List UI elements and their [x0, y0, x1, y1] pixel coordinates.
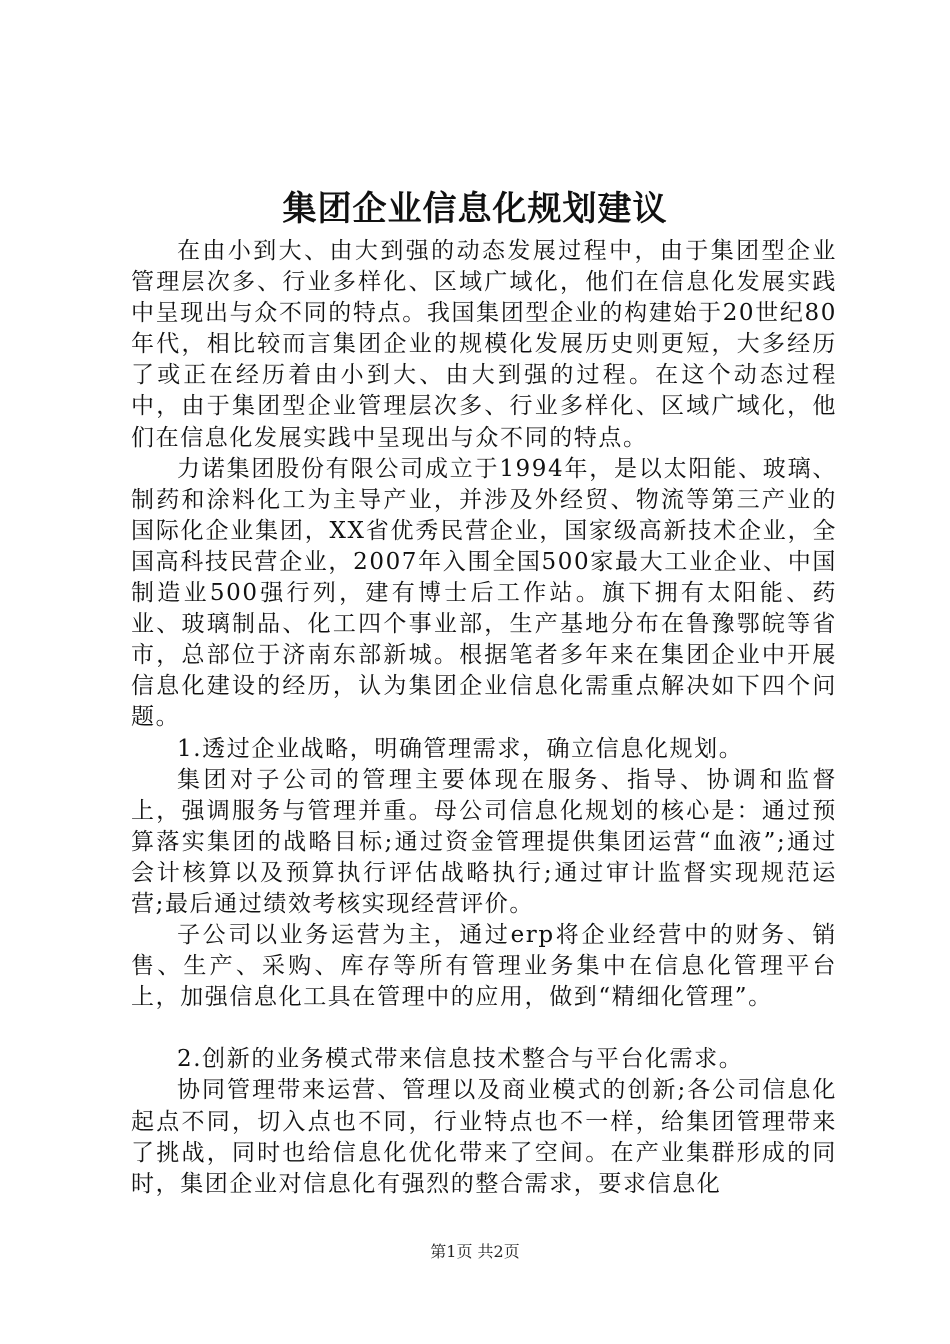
document-body [131, 236, 837, 1200]
paragraph-3: 集团对子公司的管理主要体现在服务、指导、协调和监督上，强调服务与管理并重。母公司信息化规划的核心是：通过预算落实集团的战略目标;通过资金管理提供集团运营“血液”;通过会计核算以及预算执行评估战略执行;通过审计监督实现规范运营;最后通过绩效考核实现经营评价。 [131, 766, 837, 917]
paragraph-4: 子公司以业务运营为主，通过erp将企业经营中的财务、销售、生产、采购、库存等所有管理业务集中在信息化管理平台上，加强信息化工具在管理中的应用，做到“精细化管理”。 [131, 922, 837, 1011]
paragraph-2: 力诺集团股份有限公司成立于1994年，是以太阳能、玻璃、制药和涂料化工为主导产业，并涉及外经贸、物流等第三产业的国际化企业集团，XX省优秀民营企业，国家级高新技术企业，全国高科技民营企业，2007年入围全国500家最大工业企业、中国制造业500强行列，建有博士后工作站。旗下拥有太阳能、药业、玻璃制品、化工四个事业部，生产基地分布在鲁豫鄂皖等省市，总部位于济南东部新城。根据笔者多年来在集团企业中开展信息化建设的经历，认为集团企业信息化需重点解决如下四个问题。 [131, 455, 837, 731]
section-heading-2: 2.创新的业务模式带来信息技术整合与平台化需求。 [177, 1046, 744, 1073]
section-heading-1: 1.透过企业战略，明确管理需求，确立信息化规划。 [177, 735, 744, 762]
page-footer: 第1页 共2页 [430, 1242, 520, 1261]
document-title: 集团企业信息化规划建议 [282, 189, 668, 229]
paragraph-5: 协同管理带来运营、管理以及商业模式的创新;各公司信息化起点不同，切入点也不同，行业特点也不一样，给集团管理带来了挑战，同时也给信息化优化带来了空间。在产业集群形成的同时，集团企业对信息化有强烈的整合需求，要求信息化 [131, 1077, 837, 1197]
paragraph-1: 在由小到大、由大到强的动态发展过程中，由于集团型企业管理层次多、行业多样化、区域广域化，他们在信息化发展实践中呈现出与众不同的特点。我国集团型企业的构建始于20世纪80年代，相比较而言集团企业的规模化发展历史则更短，大多经历了或正在经历着由小到大、由大到强的过程。在这个动态过程中，由于集团型企业管理层次多、行业多样化、区域广域化，他们在信息化发展实践中呈现出与众不同的特点。 [131, 238, 837, 451]
